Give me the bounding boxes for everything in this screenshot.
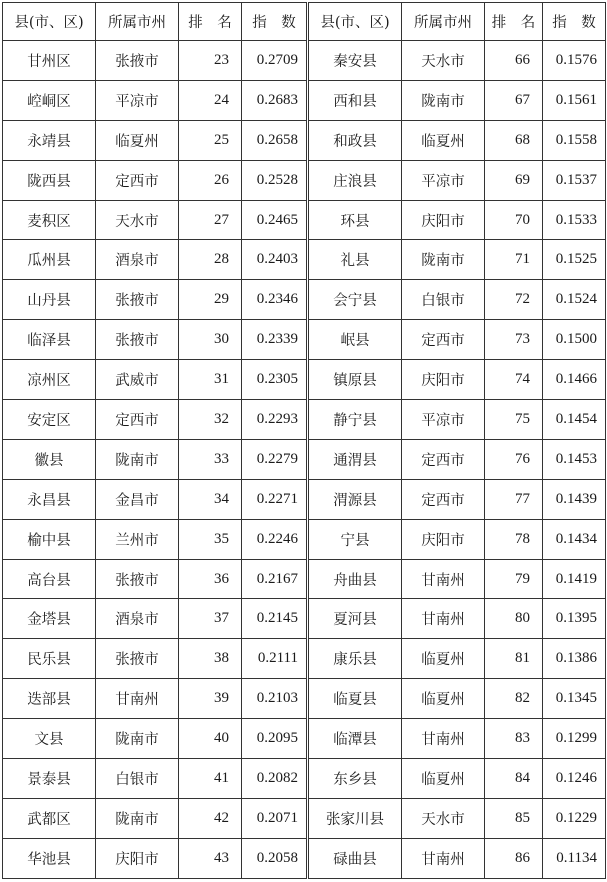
cell-county-left: 崆峒区 — [3, 80, 96, 120]
cell-rank-left: 32 — [179, 400, 242, 440]
cell-rank-right: 69 — [485, 160, 543, 200]
table-row — [3, 160, 606, 200]
cell-index-left: 0.2683 — [242, 80, 308, 120]
cell-city-left: 张掖市 — [96, 280, 179, 320]
cell-rank-right: 74 — [485, 360, 543, 400]
table-row — [3, 559, 606, 599]
cell-city-right: 白银市 — [402, 280, 485, 320]
table-row — [3, 320, 606, 360]
header-city-right: 所属市州 — [402, 3, 485, 41]
cell-city-right: 陇南市 — [402, 80, 485, 120]
cell-county-left: 甘州区 — [3, 41, 96, 81]
header-city-left: 所属市州 — [96, 3, 179, 41]
cell-county-left: 安定区 — [3, 400, 96, 440]
cell-index-right: 0.1576 — [543, 41, 606, 81]
cell-index-left: 0.2095 — [242, 719, 308, 759]
cell-city-left: 定西市 — [96, 160, 179, 200]
cell-county-left: 凉州区 — [3, 360, 96, 400]
cell-county-right: 庄浪县 — [308, 160, 402, 200]
cell-index-left: 0.2658 — [242, 120, 308, 160]
cell-rank-left: 42 — [179, 798, 242, 838]
cell-index-right: 0.1419 — [543, 559, 606, 599]
cell-county-left: 高台县 — [3, 559, 96, 599]
cell-city-left: 武威市 — [96, 360, 179, 400]
cell-city-right: 临夏州 — [402, 759, 485, 799]
header-rank-left: 排 名 — [179, 3, 242, 41]
cell-rank-left: 39 — [179, 679, 242, 719]
header-index-right: 指 数 — [543, 3, 606, 41]
table-row — [3, 200, 606, 240]
cell-rank-left: 33 — [179, 439, 242, 479]
cell-rank-left: 40 — [179, 719, 242, 759]
table-row — [3, 759, 606, 799]
cell-rank-left: 23 — [179, 41, 242, 81]
cell-index-right: 0.1537 — [543, 160, 606, 200]
cell-city-left: 庆阳市 — [96, 838, 179, 878]
cell-city-left: 陇南市 — [96, 798, 179, 838]
cell-rank-left: 41 — [179, 759, 242, 799]
cell-county-right: 碌曲县 — [308, 838, 402, 878]
cell-index-left: 0.2082 — [242, 759, 308, 799]
cell-rank-left: 28 — [179, 240, 242, 280]
cell-city-left: 陇南市 — [96, 439, 179, 479]
cell-rank-right: 80 — [485, 599, 543, 639]
cell-index-left: 0.2465 — [242, 200, 308, 240]
cell-city-left: 金昌市 — [96, 479, 179, 519]
cell-city-left: 平凉市 — [96, 80, 179, 120]
cell-county-left: 临泽县 — [3, 320, 96, 360]
cell-county-right: 礼县 — [308, 240, 402, 280]
cell-city-left: 甘南州 — [96, 679, 179, 719]
table-row — [3, 240, 606, 280]
cell-city-left: 张掖市 — [96, 639, 179, 679]
cell-city-right: 临夏州 — [402, 639, 485, 679]
cell-index-left: 0.2145 — [242, 599, 308, 639]
table-row — [3, 360, 606, 400]
cell-county-left: 民乐县 — [3, 639, 96, 679]
cell-county-right: 岷县 — [308, 320, 402, 360]
cell-city-left: 张掖市 — [96, 559, 179, 599]
cell-city-left: 白银市 — [96, 759, 179, 799]
header-county-right: 县(市、区) — [308, 3, 402, 41]
cell-rank-right: 83 — [485, 719, 543, 759]
cell-county-right: 和政县 — [308, 120, 402, 160]
table-row — [3, 280, 606, 320]
county-index-table — [2, 2, 606, 879]
cell-rank-right: 85 — [485, 798, 543, 838]
cell-city-right: 定西市 — [402, 439, 485, 479]
header-index-left: 指 数 — [242, 3, 308, 41]
cell-rank-right: 84 — [485, 759, 543, 799]
cell-rank-right: 73 — [485, 320, 543, 360]
cell-rank-right: 67 — [485, 80, 543, 120]
cell-index-left: 0.2279 — [242, 439, 308, 479]
cell-county-left: 山丹县 — [3, 280, 96, 320]
cell-index-right: 0.1533 — [543, 200, 606, 240]
cell-rank-right: 71 — [485, 240, 543, 280]
header-county-left: 县(市、区) — [3, 3, 96, 41]
cell-county-right: 秦安县 — [308, 41, 402, 81]
cell-city-left: 酒泉市 — [96, 599, 179, 639]
cell-county-left: 榆中县 — [3, 519, 96, 559]
table-row — [3, 439, 606, 479]
cell-city-right: 平凉市 — [402, 400, 485, 440]
cell-index-right: 0.1386 — [543, 639, 606, 679]
cell-county-left: 徽县 — [3, 439, 96, 479]
cell-county-right: 西和县 — [308, 80, 402, 120]
cell-city-right: 庆阳市 — [402, 360, 485, 400]
cell-county-right: 临夏县 — [308, 679, 402, 719]
table-row — [3, 679, 606, 719]
cell-rank-right: 77 — [485, 479, 543, 519]
cell-county-right: 通渭县 — [308, 439, 402, 479]
header-rank-right: 排 名 — [485, 3, 543, 41]
table-row — [3, 120, 606, 160]
cell-city-left: 酒泉市 — [96, 240, 179, 280]
cell-county-left: 麦积区 — [3, 200, 96, 240]
cell-city-left: 张掖市 — [96, 320, 179, 360]
cell-index-right: 0.1466 — [543, 360, 606, 400]
cell-county-left: 永靖县 — [3, 120, 96, 160]
cell-rank-right: 75 — [485, 400, 543, 440]
cell-index-left: 0.2111 — [242, 639, 308, 679]
cell-county-right: 张家川县 — [308, 798, 402, 838]
cell-county-right: 会宁县 — [308, 280, 402, 320]
cell-rank-right: 86 — [485, 838, 543, 878]
cell-city-right: 甘南州 — [402, 599, 485, 639]
cell-city-right: 临夏州 — [402, 120, 485, 160]
table-row — [3, 838, 606, 878]
cell-index-left: 0.2305 — [242, 360, 308, 400]
cell-rank-left: 27 — [179, 200, 242, 240]
cell-rank-left: 35 — [179, 519, 242, 559]
cell-county-right: 环县 — [308, 200, 402, 240]
cell-city-right: 定西市 — [402, 479, 485, 519]
cell-county-left: 武都区 — [3, 798, 96, 838]
cell-rank-left: 43 — [179, 838, 242, 878]
cell-rank-left: 29 — [179, 280, 242, 320]
cell-city-right: 陇南市 — [402, 240, 485, 280]
table-row — [3, 41, 606, 81]
cell-index-right: 0.1395 — [543, 599, 606, 639]
cell-index-right: 0.1558 — [543, 120, 606, 160]
cell-rank-left: 38 — [179, 639, 242, 679]
cell-index-left: 0.2103 — [242, 679, 308, 719]
cell-county-left: 金塔县 — [3, 599, 96, 639]
cell-rank-left: 26 — [179, 160, 242, 200]
cell-rank-right: 66 — [485, 41, 543, 81]
cell-index-right: 0.1299 — [543, 719, 606, 759]
cell-city-right: 甘南州 — [402, 559, 485, 599]
cell-rank-right: 68 — [485, 120, 543, 160]
cell-index-right: 0.1345 — [543, 679, 606, 719]
cell-index-right: 0.1561 — [543, 80, 606, 120]
cell-city-left: 临夏州 — [96, 120, 179, 160]
cell-county-right: 镇原县 — [308, 360, 402, 400]
cell-rank-right: 82 — [485, 679, 543, 719]
cell-index-left: 0.2346 — [242, 280, 308, 320]
cell-county-left: 文县 — [3, 719, 96, 759]
cell-index-left: 0.2403 — [242, 240, 308, 280]
cell-index-right: 0.1439 — [543, 479, 606, 519]
cell-county-left: 陇西县 — [3, 160, 96, 200]
cell-index-left: 0.2058 — [242, 838, 308, 878]
cell-index-right: 0.1434 — [543, 519, 606, 559]
cell-county-left: 瓜州县 — [3, 240, 96, 280]
cell-county-left: 华池县 — [3, 838, 96, 878]
cell-city-left: 陇南市 — [96, 719, 179, 759]
cell-city-right: 临夏州 — [402, 679, 485, 719]
table-row — [3, 599, 606, 639]
table-row — [3, 80, 606, 120]
table-row — [3, 400, 606, 440]
cell-rank-left: 34 — [179, 479, 242, 519]
cell-index-right: 0.1246 — [543, 759, 606, 799]
cell-city-right: 甘南州 — [402, 719, 485, 759]
cell-rank-right: 70 — [485, 200, 543, 240]
cell-rank-right: 81 — [485, 639, 543, 679]
cell-index-right: 0.1500 — [543, 320, 606, 360]
cell-index-left: 0.2071 — [242, 798, 308, 838]
cell-index-right: 0.1229 — [543, 798, 606, 838]
cell-index-right: 0.1454 — [543, 400, 606, 440]
cell-city-right: 天水市 — [402, 798, 485, 838]
cell-county-right: 宁县 — [308, 519, 402, 559]
cell-rank-right: 76 — [485, 439, 543, 479]
cell-index-left: 0.2167 — [242, 559, 308, 599]
cell-rank-left: 36 — [179, 559, 242, 599]
cell-index-right: 0.1524 — [543, 280, 606, 320]
cell-county-right: 夏河县 — [308, 599, 402, 639]
cell-city-left: 天水市 — [96, 200, 179, 240]
cell-city-right: 天水市 — [402, 41, 485, 81]
cell-county-left: 永昌县 — [3, 479, 96, 519]
cell-county-right: 康乐县 — [308, 639, 402, 679]
table-row — [3, 798, 606, 838]
cell-index-right: 0.1134 — [543, 838, 606, 878]
cell-city-left: 兰州市 — [96, 519, 179, 559]
cell-city-right: 庆阳市 — [402, 200, 485, 240]
table-row — [3, 519, 606, 559]
cell-city-left: 定西市 — [96, 400, 179, 440]
cell-rank-left: 37 — [179, 599, 242, 639]
cell-rank-left: 24 — [179, 80, 242, 120]
cell-rank-left: 25 — [179, 120, 242, 160]
table-row — [3, 639, 606, 679]
table-header-row — [3, 3, 606, 41]
cell-index-left: 0.2528 — [242, 160, 308, 200]
table-body — [3, 41, 606, 879]
cell-county-left: 迭部县 — [3, 679, 96, 719]
cell-index-right: 0.1525 — [543, 240, 606, 280]
cell-index-left: 0.2271 — [242, 479, 308, 519]
cell-index-right: 0.1453 — [543, 439, 606, 479]
cell-county-right: 东乡县 — [308, 759, 402, 799]
cell-county-right: 渭源县 — [308, 479, 402, 519]
cell-rank-right: 72 — [485, 280, 543, 320]
cell-index-left: 0.2709 — [242, 41, 308, 81]
cell-city-right: 甘南州 — [402, 838, 485, 878]
cell-rank-right: 79 — [485, 559, 543, 599]
cell-index-left: 0.2339 — [242, 320, 308, 360]
cell-county-left: 景泰县 — [3, 759, 96, 799]
cell-rank-left: 30 — [179, 320, 242, 360]
table-row — [3, 719, 606, 759]
cell-city-right: 庆阳市 — [402, 519, 485, 559]
cell-rank-right: 78 — [485, 519, 543, 559]
cell-city-right: 定西市 — [402, 320, 485, 360]
cell-index-left: 0.2293 — [242, 400, 308, 440]
cell-city-left: 张掖市 — [96, 41, 179, 81]
cell-index-left: 0.2246 — [242, 519, 308, 559]
cell-rank-left: 31 — [179, 360, 242, 400]
cell-county-right: 舟曲县 — [308, 559, 402, 599]
cell-county-right: 静宁县 — [308, 400, 402, 440]
cell-city-right: 平凉市 — [402, 160, 485, 200]
table-row — [3, 479, 606, 519]
cell-county-right: 临潭县 — [308, 719, 402, 759]
